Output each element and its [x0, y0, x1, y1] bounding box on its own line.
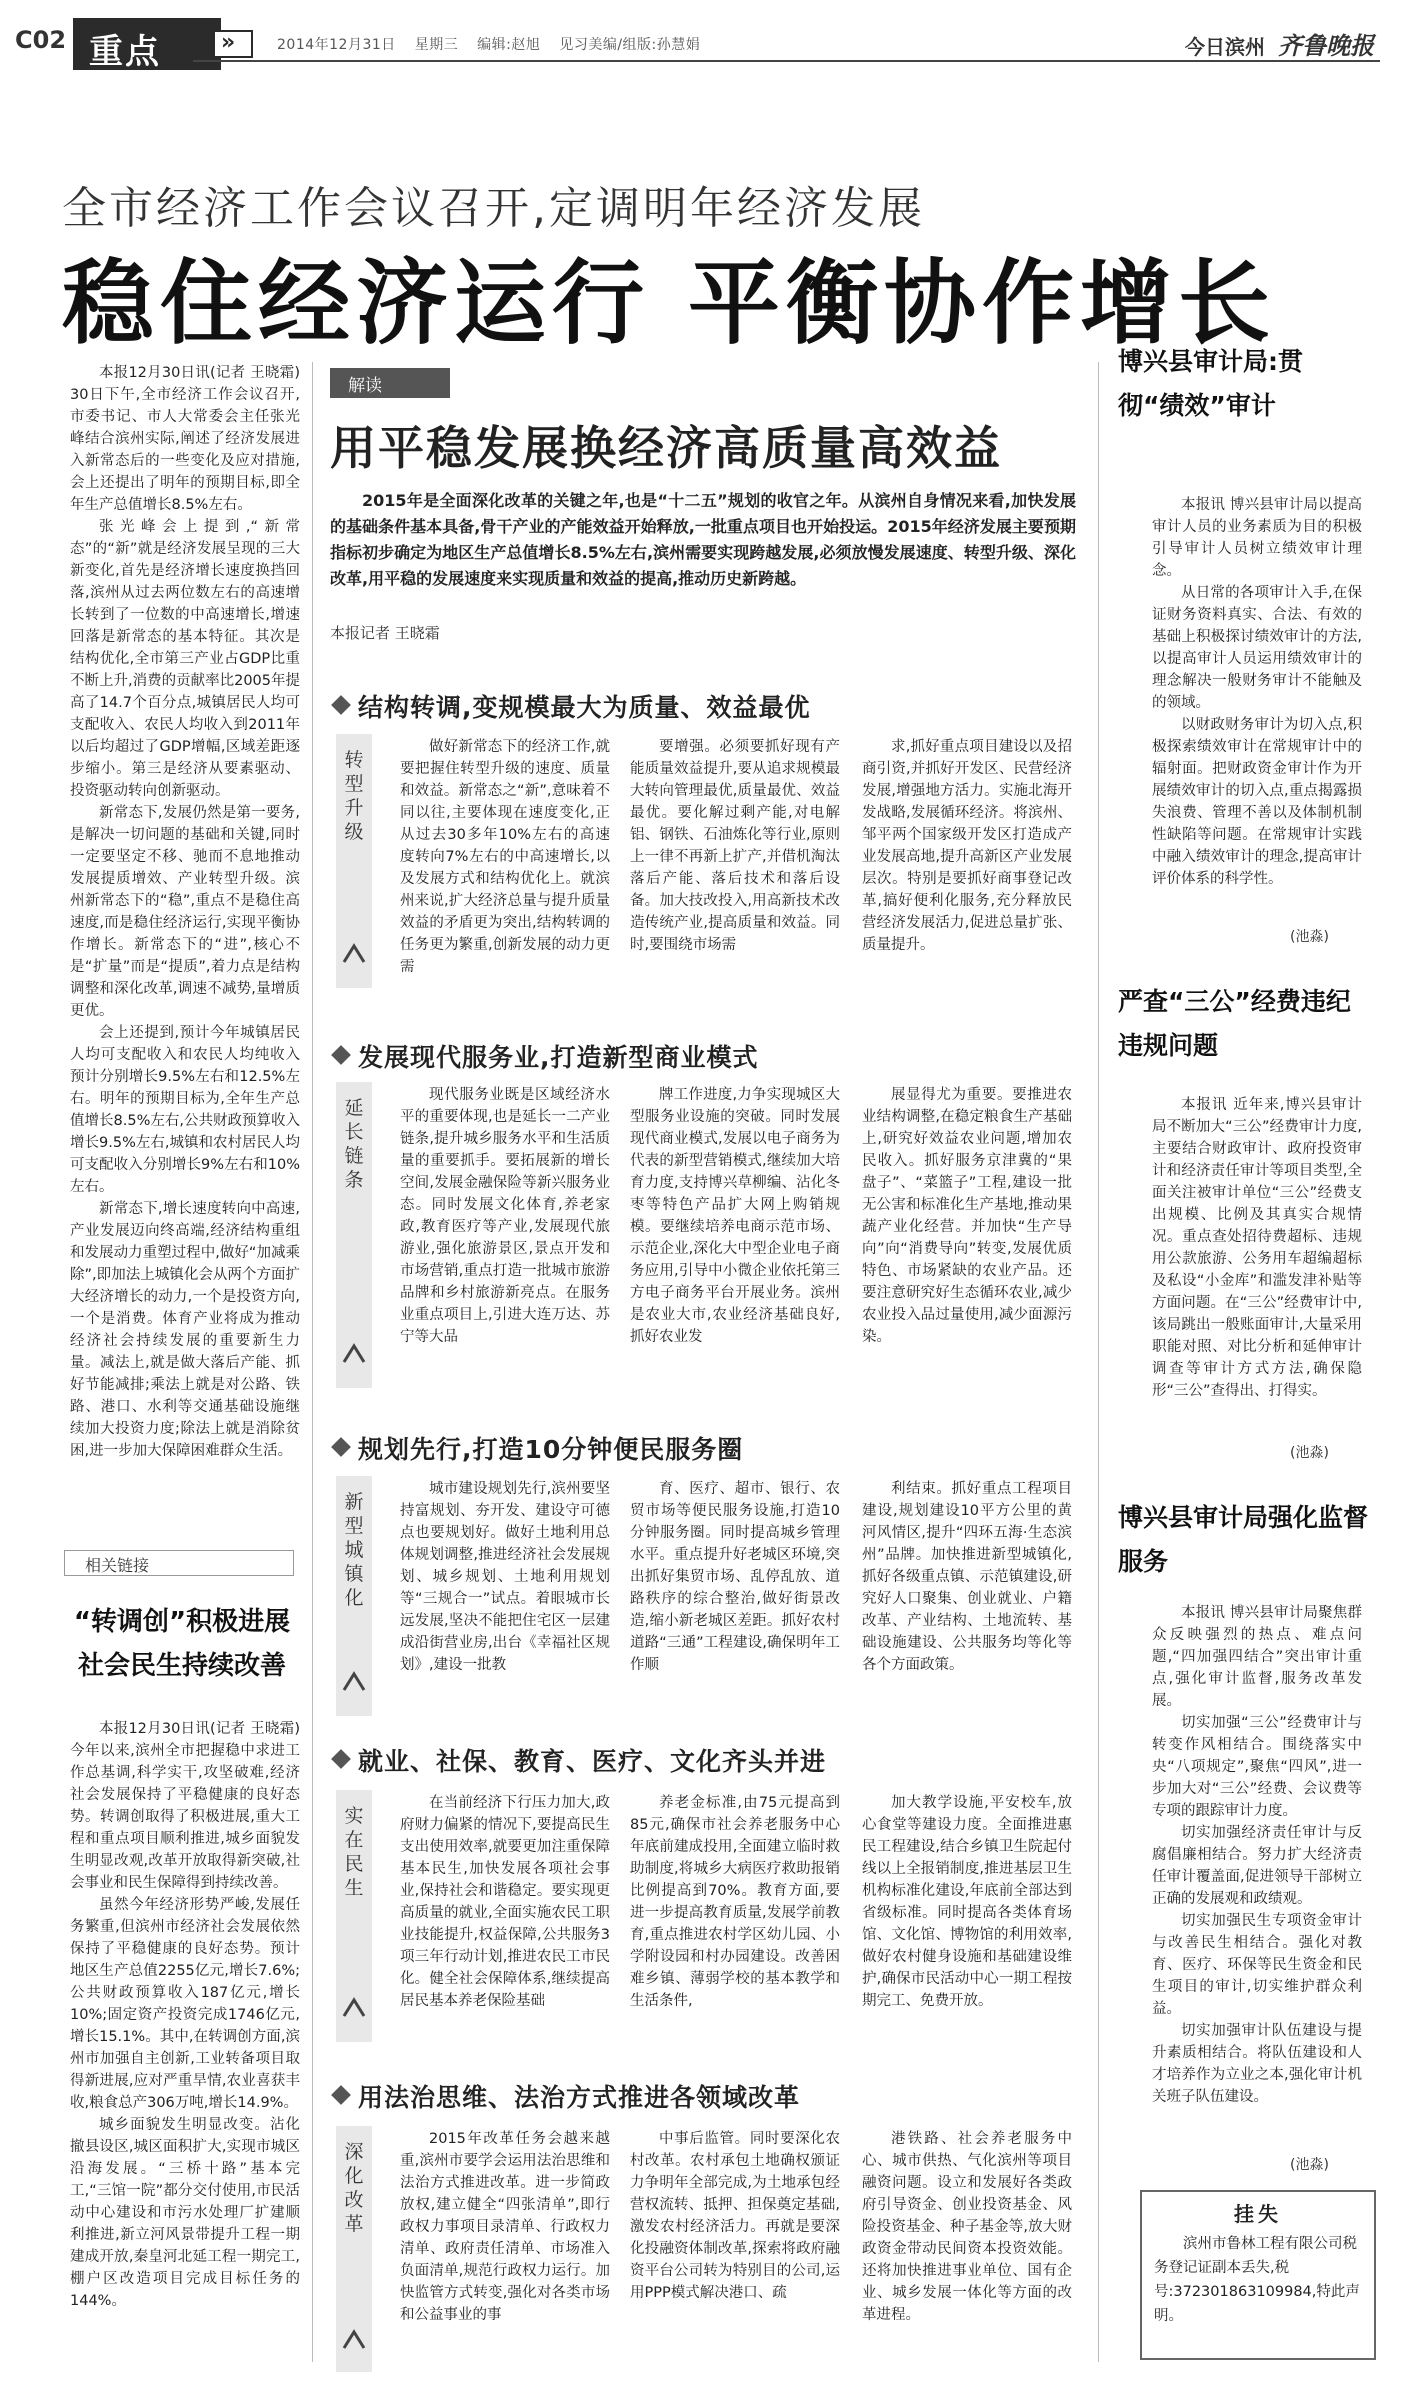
lead-paragraph: 2015年是全面深化改革的关键之年,也是“十二五”规划的收官之年。从滨州自身情况来看,加快发展的基础条件基本具备,骨干产业的产能效益开始释放,一批重点项目也开始投运。2015年经济发展主要预期指标初步确定为地区生产总值增长8.5%左右,滨州需要实现跨越发展,必须放慢发展速度、转型升级、深化改革,用平稳的发展速度来实现质量和效益的提高,推动历史新跨越。: [330, 491, 1076, 588]
right-story-body: [1152, 1094, 1362, 1402]
newspaper-logo: 齐鲁晚报: [1278, 31, 1374, 60]
related-paragraph: 城乡面貌发生明显改变。沾化撤县设区,城区面积扩大,实现市城区沿海发展。“三桥十路”基本完工,“三馆一院”都分交付使用,市民活动中心建设和市污水处理厂扩建顺利推进,新立河风景带提升工程一期建成开放,秦皇河北延工程一期完工,棚户区改造项目完成目标任务的144%。: [70, 2117, 300, 2309]
section-column: [400, 736, 610, 978]
left-paragraph: 会上还提到,预计今年城镇居民人均可支配收入和农民人均纯收入预计分别增长9.5%左右和12.5%左右。明年的预期目标为,全年生产总值增长8.5%左右,公共财政预算收入增长9.5%左右,城镇和农村居民人均可支配收入分别增长9%左右和10%左右。: [70, 1025, 300, 1195]
column-divider: [1098, 362, 1099, 2362]
related-title: “转调创”积极进展社会民生持续改善: [73, 1607, 291, 1681]
related-article: [70, 1718, 300, 2312]
section-name: 重点: [89, 32, 161, 72]
analysis-tag: [330, 368, 450, 398]
section-text: 港铁路、社会养老服务中心、城市供热、气化滨州等项目融资问题。设立和发展好各类政府引导资金、创业投资基金、风险投资基金、种子基金等,放大财政资金带动民间资本投资效能。还将加快推进事业单位、国有企业、城乡发展一体化等方面的改革进程。: [862, 2131, 1072, 2323]
chevron-up-icon: [340, 1668, 368, 1696]
section-text: 现代服务业既是区域经济水平的重要体现,也是延长一二产业链条,提升城乡服务水平和生活质量的重要抓手。要拓展新的增长空间,发展金融保险等新兴服务业态。同时发展文化体育,养老家政,教育医疗等产业,发展现代旅游业,强化旅游景区,景点开发和市场营销,重点打造一批城市旅游品牌和乡村旅游新亮点。在服务业重点项目上,引进大连万达、苏宁等大品: [400, 1087, 610, 1345]
right-story-title: 博兴县审计局强化监督服务: [1118, 1503, 1369, 1576]
section-side-label: [336, 734, 372, 988]
section-arrow-glyph: »: [221, 30, 236, 55]
section-column: [400, 2128, 610, 2326]
right-paragraph: 本报讯 博兴县审计局聚焦群众反映强烈的热点、难点问题,“四加强四结合”突出审计重点,强化审计监督,服务改革发展。: [1152, 1605, 1362, 1709]
double-chevron-right-icon: [213, 30, 253, 58]
side-label-text: 新型城镇化: [344, 1491, 364, 1609]
section-column: [400, 1084, 610, 1348]
section-column: [400, 1792, 610, 2012]
section-heading-text: 结构转调,变规模最大为质量、效益最优: [358, 693, 811, 722]
section-banner: [73, 18, 236, 72]
main-headline: 稳住经济运行 平衡协作增长: [62, 250, 1277, 357]
right-paragraph: 以财政财务审计为切入点,积极探索绩效审计在常规审计中的辐射面。把财政资金审计作为开展绩效审计的切入点,重点揭露损失浪费、管理不善以及体制机制性缺陷等问题。在常规审计实践中融入绩效审计的理念,提高审计评价体系的科学性。: [1152, 717, 1362, 887]
section-text: 育、医疗、超市、银行、农贸市场等便民服务设施,打造10分钟服务圈。同时提高城乡管理水平。重点提升好老城区环境,突出抓好集贸市场、乱停乱放、道路秩序的综合整治,做好街景改造,缩小新老城区差距。抓好农村道路“三通”工程建设,确保明年工作顺: [630, 1481, 840, 1673]
designer-credit: 见习美编/组版:孙慧娟: [559, 37, 701, 53]
chevron-up-icon: [340, 1994, 368, 2022]
issue-info: [277, 34, 714, 54]
editor-credit: 编辑:赵旭: [477, 37, 541, 53]
diamond-bullet-icon: [331, 2085, 351, 2105]
right-story-body: [1152, 1602, 1362, 2108]
right-story-sign: (池淼): [1290, 2157, 1329, 2173]
right-paragraph: 本报讯 近年来,博兴县审计局不断加大“三公”经费审计力度,主要结合财政审计、政府投资审计和经济责任审计等项目类型,全面关注被审计单位“三公”经费支出规模、比例及其真实合规情况。重点查处招待费超标、违规用公款旅游、公务用车超编超标及私设“小金库”和滥发津补贴等方面问题。在“三公”经费审计中,该局跳出一般账面审计,大量采用职能对照、对比分析和延伸审计调查等审计方式方法,确保隐形“三公”查得出、打得实。: [1152, 1097, 1362, 1399]
chevron-up-icon: [340, 2326, 368, 2354]
section-side-label: [336, 1476, 372, 1716]
right-paragraph: 切实加强审计队伍建设与提升素质相结合。将队伍建设和人才培养作为立业之本,强化审计机关班子队伍建设。: [1152, 2023, 1362, 2105]
notice-body: [1154, 2232, 1366, 2328]
notice-title: 挂失: [1234, 2202, 1282, 2226]
issue-date: 2014年12月31日: [277, 37, 396, 53]
right-story-title: 博兴县审计局:贯彻“绩效”审计: [1118, 347, 1303, 420]
diamond-bullet-icon: [331, 1437, 351, 1457]
right-paragraph: 切实加强“三公”经费审计与转变作风相结合。围绕落实中央“八项规定”,聚焦“四风”,进一步加大对“三公”经费、会议费等专项的跟踪审计力度。: [1152, 1715, 1362, 1819]
edition-name: 今日滨州: [1185, 35, 1266, 59]
chevron-up-icon: [340, 940, 368, 968]
section-column: [630, 736, 840, 956]
section-column: [630, 1084, 840, 1348]
byline: 本报记者 王晓霜: [330, 624, 440, 642]
side-label-text: 延长链条: [344, 1097, 364, 1191]
right-paragraph: 本报讯 博兴县审计局以提高审计人员的业务素质为目的积极引导审计人员树立绩效审计理念。: [1152, 497, 1362, 579]
section-text: 要增强。必须要抓好现有产能质量效益提升,要从追求规模最大转向管理最优,质量最优、效益最优。要化解过剩产能,对电解铝、钢铁、石油炼化等行业,原则上一律不再新上扩产,并借机淘汰落后产能、落后技术和落后设备。加大技改投入,用高新技术改造传统产业,提高质量和效益。同时,要围绕市场需: [630, 739, 840, 953]
section-heading-text: 规划先行,打造10分钟便民服务圈: [358, 1435, 744, 1464]
section-column: [630, 1478, 840, 1676]
section-heading-text: 用法治思维、法治方式推进各领域改革: [358, 2083, 801, 2112]
right-story-body: [1152, 494, 1362, 890]
section-heading-text: 发展现代服务业,打造新型商业模式: [358, 1043, 759, 1072]
analysis-lead: [330, 488, 1076, 592]
left-paragraph: 新常态下,增长速度转向中高速,产业发展迈向终高端,经济结构重组和发展动力重塑过程中,做好“加减乘除”,即加法上城镇化会从两个方面扩大经济增长的动力,一个是投资方向,一个是消费。体育产业将成为推动经济社会持续发展的重要新生力量。减法上,就是做大落后产能、抓好节能减排;乘法上就是对公路、铁路、港口、水利等交通基础设施继续加大投资力度;除法上就是消除贫困,进一步加大保障困难群众生活。: [70, 1201, 300, 1459]
right-paragraph: 切实加强民生专项资金审计与改善民生相结合。强化对教育、医疗、环保等民生资金和民生项目的审计,切实维护群众利益。: [1152, 1913, 1362, 2017]
related-tag-label: 相关链接: [85, 1556, 150, 1575]
section-text: 求,抓好重点项目建设以及招商引资,并抓好开发区、民营经济发展,增强地方活力。实施北海开发战略,发展循环经济。将滨州、邹平两个国家级开发区打造成产业发展高地,提升高新区产业发展层次。特别是要抓好商事登记改革,搞好便利化服务,充分释放民营经济发展活力,促进总量扩张、质量提升。: [862, 739, 1072, 953]
right-paragraph: 从日常的各项审计入手,在保证财务资料真实、合法、有效的基础上积极探讨绩效审计的方法,以提高审计人员运用绩效审计的理念解决一般财务审计不能触及的领域。: [1152, 585, 1362, 711]
section-text: 展显得尤为重要。要推进农业结构调整,在稳定粮食生产基础上,研究好效益农业问题,增加农民收入。抓好服务京津冀的“果盘子”、“菜篮子”工程,建设一批无公害和标准化生产基地,推动果蔬产业化经营。并加快“生产导向”向“消费导向”转变,发展优质特色、市场紧缺的农业产品。还要注意研究好生态循环农业,减少农业投入品过量使用,减少面源污染。: [862, 1087, 1072, 1345]
section-heading: [334, 1742, 826, 1778]
diamond-bullet-icon: [331, 1045, 351, 1065]
side-label-text: 实在民生: [344, 1805, 364, 1899]
section-side-label: [336, 2126, 372, 2372]
related-link-tag: [64, 1550, 294, 1576]
section-heading-text: 就业、社保、教育、医疗、文化齐头并进: [358, 1747, 827, 1776]
side-label-text: 深化改革: [344, 2141, 364, 2235]
page-number: C02: [15, 26, 67, 54]
related-paragraph: 本报12月30日讯(记者 王晓霜) 今年以来,滨州全市把握稳中求进工作总基调,科学实干,攻坚破难,经济社会发展保持了平稳健康的良好态势。转调创取得了积极进展,重大工程和重点项目顺利推进,城乡面貌发生明显改观,改革开放取得新突破,社会事业和民生保障得到持续改善。: [70, 1721, 300, 1891]
section-heading: [334, 1430, 743, 1466]
section-column: [862, 736, 1072, 956]
right-paragraph: 切实加强经济责任审计与反腐倡廉相结合。努力扩大经济责任审计覆盖面,促进领导干部树立正确的发展观和政绩观。: [1152, 1825, 1362, 1907]
section-heading: [334, 1038, 759, 1074]
section-text: 加大教学设施,平安校车,放心食堂等建设力度。全面推进惠民工程建设,结合乡镇卫生院起付线以上全报销制度,推进基层卫生机构标准化建设,年底前全部达到省级标准。同时提高各类体育场馆、文化馆、博物馆的利用效率,做好农村健身设施和基础建设维护,确保市民活动中心一期工程按期完工、免费开放。: [862, 1795, 1072, 2009]
section-text: 利结束。抓好重点工程项目建设,规划建设10平方公里的黄河风情区,提升“四环五海·生态滨州”品牌。加快推进新型城镇化,抓好各级重点镇、示范镇建设,研究好人口聚集、创业就业、户籍改革、产业结构、土地流转、基础设施建设、公共服务均等化等各个方面政策。: [862, 1481, 1072, 1673]
left-paragraph: 新常态下,发展仍然是第一要务,是解决一切问题的基础和关键,同时一定要坚定不移、驰而不息地推动发展提质增效、产业转型升级。滨州新常态下的“稳”,重点不是稳住高速度,而是稳住经济运行,实现平衡协作增长。新常态下的“进”,核心不是“扩量”而是“提质”,着力点是结构调整和深化改革,调速不减势,量增质更优。: [70, 805, 300, 1019]
related-paragraph: 虽然今年经济形势严峻,发展任务繁重,但滨州市经济社会发展依然保持了平稳健康的良好态势。预计地区生产总值2255亿元,增长7.6%;公共财政预算收入187亿元,增长10%;固定资产投资完成1746亿元,增长15.1%。其中,在转调创方面,滨州市加强自主创新,工业转备项目取得新进展,应对严重旱情,农业喜获丰收,粮食总产306万吨,增长14.9%。: [70, 1897, 300, 2111]
left-paragraph: 本报12月30日讯(记者 王晓霜) 30日下午,全市经济工作会议召开,市委书记、市人大常委会主任张光峰结合滨州实际,阐述了经济发展进入新常态后的一些变化及应对措施,会上还提出了明年的预期目标,即全年生产总值增长8.5%左右。: [70, 365, 300, 513]
analysis-title: 用平稳发展换经济高质量高效益: [330, 421, 1002, 475]
right-story-sign: (池淼): [1290, 929, 1329, 945]
diamond-bullet-icon: [331, 1749, 351, 1769]
right-story-sign: (池淼): [1290, 1445, 1329, 1461]
lost-notice: [1140, 2190, 1376, 2360]
diamond-bullet-icon: [331, 695, 351, 715]
header-divider: [193, 60, 1380, 62]
section-heading: [334, 2078, 800, 2114]
section-text: 养老金标准,由75元提高到85元,确保市社会养老服务中心年底前建成投用,全面建立临时救助制度,将城乡大病医疗救助报销比例提高到70%。教育方面,要进一步提高教育质量,发展学前教育,重点推进农村学区幼儿园、小学附设园和村办园建设。改善困难乡镇、薄弱学校的基本教学和生活条件,: [630, 1795, 840, 2009]
section-text: 牌工作进度,力争实现城区大型服务业设施的突破。同时发展现代商业模式,发展以电子商务为代表的新型营销模式,继续加大培育力度,支持博兴草柳编、沾化冬枣等特色产品扩大网上购销规模。要继续培养电商示范市场、示范企业,深化大中型企业电子商务应用,引导中小微企业依托第三方电子商务平台开展业务。滨州是农业大市,农业经济基础良好,抓好农业发: [630, 1087, 840, 1345]
right-story-title: 严查“三公”经费违纪违规问题: [1118, 987, 1351, 1060]
column-divider: [312, 362, 313, 2362]
page-header: [15, 12, 1380, 76]
headline-kicker: 全市经济工作会议召开,定调明年经济发展: [62, 183, 925, 234]
section-text: 做好新常态下的经济工作,就要把握住转型升级的速度、质量和效益。新常态之“新”,意味着不同以往,主要体现在速度变化,正从过去30多年10%左右的高速度转向7%左右的中高速增长,以及发展方式和结构优化上。就滨州来说,扩大经济总量与提升质量效益的矛盾更为突出,结构转调的任务更为繁重,创新发展的动力更需: [400, 739, 610, 975]
masthead: [1185, 26, 1374, 61]
section-column: [630, 2128, 840, 2304]
side-label-text: 转型升级: [344, 749, 364, 843]
section-column: [862, 2128, 1072, 2326]
section-heading: [334, 688, 811, 724]
section-text: 城市建设规划先行,滨州要坚持富规划、夯开发、建设守可德点也要规划好。做好土地利用总体规划调整,推进经济社会发展规划、城乡规划、土地利用规划等“三规合一”试点。着眼城市长远发展,坚决不能把住宅区一层建成沿街营业房,出台《幸福社区规划》,建设一批教: [400, 1481, 610, 1673]
section-side-label: [336, 1790, 372, 2042]
analysis-tag-label: 解读: [348, 376, 382, 396]
chevron-up-icon: [340, 1340, 368, 1368]
issue-weekday: 星期三: [414, 37, 459, 53]
section-side-label: [336, 1082, 372, 1388]
section-column: [862, 1084, 1072, 1348]
section-column: [630, 1792, 840, 2012]
section-column: [400, 1478, 610, 1676]
section-text: 中事后监管。同时要深化农村改革。农村承包土地确权颁证力争明年全部完成,为土地承包经营权流转、抵押、担保奠定基础,激发农村经济活力。再就是要深化投融资体制改革,探索将政府融资平台公司转为特别目的公司,运用PPP模式解决港口、疏: [630, 2131, 840, 2301]
notice-text: 滨州市鲁林工程有限公司税务登记证副本丢失,税号:372301863109984,特此声明。: [1154, 2236, 1360, 2324]
section-column: [862, 1792, 1072, 2012]
left-article: [70, 362, 300, 1462]
section-text: 2015年改革任务会越来越重,滨州市要学会运用法治思维和法治方式推进改革。进一步简政放权,建立健全“四张清单”,即行政权力事项目录清单、行政权力清单、政府责任清单、市场准入负面清单,规范行政权力运行。加快监管方式转变,强化对各类市场和公益事业的事: [400, 2131, 610, 2323]
section-column: [862, 1478, 1072, 1676]
left-paragraph: 张光峰会上提到,“新常态”的“新”就是经济发展呈现的三大新变化,首先是经济增长速度换挡回落,滨州从过去两位数左右的高速增长转到了一位数的中高速增长,增速回落是新常态的基本特征。其次是结构优化,全市第三产业占GDP比重不断上升,消费的贡献率比2005年提高了14.7个百分点,城镇居民人均可支配收入、农民人均收入到2011年以后均超过了GDP增幅,区域差距逐步缩小。第三是经济从要素驱动、投资驱动转向创新驱动。: [70, 519, 301, 799]
section-text: 在当前经济下行压力加大,政府财力偏紧的情况下,要提高民生支出使用效率,就要更加注重保障基本民生,加快发展各项社会事业,保持社会和谐稳定。要实现更高质量的就业,全面实施农民工职业技能提升,权益保障,公共服务3项三年行动计划,推进农民工市民化。健全社会保障体系,继续提高居民基本养老保险基础: [400, 1795, 610, 2009]
